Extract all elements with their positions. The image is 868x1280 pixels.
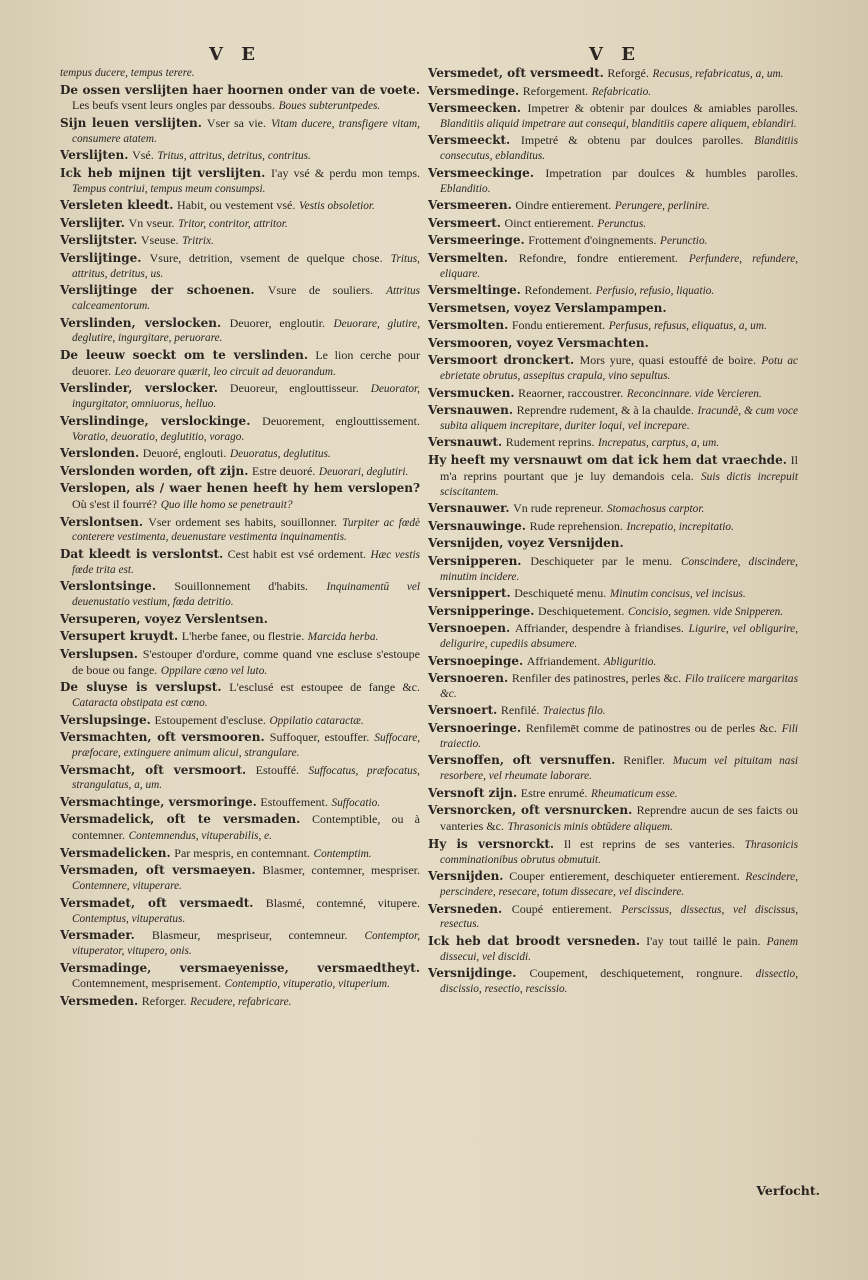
headword: Versnoffen, oft versnuffen. <box>428 753 616 768</box>
headword: Verslinder, verslocker. <box>60 381 218 396</box>
headword: Versnoeren. <box>428 671 509 686</box>
latin-gloss: Perscissus, dissectus, vel discissus, resectus. <box>440 903 799 931</box>
latin-gloss: Deuorare, glutire, deglutire, ingurgitare, peruorare. <box>72 317 421 345</box>
latin-gloss: Thrasonicis minis obtūdere aliquem. <box>507 821 673 834</box>
dictionary-entry <box>428 283 798 299</box>
dictionary-entry <box>60 446 420 462</box>
headword: Verslonden worden, oft zijn. <box>60 463 249 478</box>
headword: Versnoepen. <box>428 621 511 636</box>
headword: De ossen verslijten haer hoornen onder van de voete. <box>60 82 420 97</box>
dictionary-entry <box>60 515 420 546</box>
dictionary-entry <box>60 283 420 314</box>
dictionary-entry <box>60 961 420 993</box>
dictionary-entry <box>428 604 798 620</box>
latin-gloss: Tempus contriui, tempus meum consumpsi. <box>72 182 266 195</box>
latin-gloss: Fili traiectio. <box>440 722 799 750</box>
dictionary-entry <box>60 896 420 927</box>
dictionary-entry <box>428 198 798 214</box>
dictionary-entry <box>60 846 420 862</box>
french-gloss: Affriandement. <box>526 653 601 668</box>
headword: Versmetsen, voyez Verslampampen. <box>428 300 667 315</box>
french-gloss: Deschiquetement. <box>538 603 625 618</box>
headword: Versmachten, oft versmooren. <box>60 730 265 745</box>
latin-gloss: Perfusio, refusio, liquatio. <box>595 285 715 298</box>
dictionary-entry <box>60 647 420 679</box>
latin-gloss: Conscindere, discindere, minutim incidere. <box>440 555 799 583</box>
dictionary-entry <box>60 166 420 197</box>
latin-gloss: Increpatus, carptus, a, um. <box>598 437 720 450</box>
headword: Versnorcken, oft versnurcken. <box>428 803 633 818</box>
headword: Verslonden. <box>60 446 140 461</box>
latin-gloss: Tritus, attritus, detritus, contritus. <box>157 150 311 163</box>
page-header-right: V E <box>589 44 641 65</box>
dictionary-entry <box>60 713 420 729</box>
headword: Versupert kruydt. <box>60 629 179 644</box>
dictionary-entry <box>428 837 798 868</box>
headword: Versnippert. <box>428 586 511 601</box>
latin-gloss: Recudere, refabricare. <box>190 995 292 1008</box>
french-gloss: Vser sa vie. <box>206 115 267 130</box>
dictionary-entry <box>60 464 420 480</box>
latin-gloss: Contemptim. <box>313 847 372 860</box>
french-gloss: Couper entierement, deschiqueter entierement. <box>509 869 740 884</box>
french-gloss: Reforgé. <box>607 66 649 80</box>
french-gloss: Deuorement, englouttissement. <box>262 413 420 428</box>
headword: De sluyse is verslupst. <box>60 680 222 695</box>
latin-gloss: Deuoratus, deglutitus. <box>229 448 331 461</box>
french-gloss: Le lion cerche pour deuorer. <box>72 347 420 378</box>
french-gloss: Deuorer, engloutir. <box>229 315 325 330</box>
french-gloss: Souillonnement d'habits. <box>174 579 309 594</box>
latin-gloss: Oppilare cœno vel luto. <box>160 664 268 677</box>
french-gloss: S'estouper d'ordure, comme quand vne escluse s'estoupe de boue ou fange. <box>72 646 420 677</box>
latin-gloss: Iracundè, & cum voce subita aliquem increpitare, duriter loqui, vel increpare. <box>440 405 798 432</box>
latin-gloss: Turpiter ac fœdè conterere vestimenta, deuenustare vestimenta inquinamentis. <box>72 516 421 544</box>
headword: Versmader. <box>60 928 135 943</box>
latin-gloss: Stomachosus carptor. <box>607 503 705 516</box>
dictionary-entry <box>60 579 420 610</box>
latin-gloss: Suffocatio. <box>331 796 381 809</box>
latin-gloss: Increpatio, increpitatio. <box>626 520 734 533</box>
latin-gloss: Leo deuorare quærit, leo circuit ad deuorandum. <box>114 365 336 378</box>
french-gloss: Blasmé, contemné, vitupere. <box>265 895 421 910</box>
latin-gloss: Mucum vel pituitam nasi resorbere, vel rheumate laborare. <box>440 755 798 783</box>
french-gloss: Renfiler des patinostres, perles &c. <box>511 671 682 686</box>
french-gloss: Estouffement. <box>260 794 328 809</box>
french-gloss: Il est reprins de ses vanteries. <box>563 836 736 851</box>
french-gloss: Renfilé. <box>500 703 540 718</box>
headword: Versnipperen. <box>428 553 522 568</box>
latin-gloss: Quo ille homo se penetrauit? <box>160 499 293 512</box>
french-gloss: Estre deuoré. <box>252 463 316 478</box>
headword: Verslinden, verslocken. <box>60 315 222 330</box>
dictionary-entry <box>428 84 798 100</box>
french-gloss: Contemptible, ou à contemner. <box>72 812 421 843</box>
dictionary-entry <box>60 316 420 347</box>
dictionary-entry <box>60 251 420 282</box>
french-gloss: Deschiqueter par le menu. <box>530 553 673 568</box>
french-gloss: Suffoquer, estouffer. <box>269 730 370 745</box>
french-gloss: Reforger. <box>141 993 187 1008</box>
french-gloss: Reprendre rudement, & à la chaulde. <box>516 403 694 418</box>
headword: Versnijdinge. <box>428 966 517 981</box>
dictionary-entry <box>428 318 798 334</box>
latin-gloss: Vitam ducere, transfigere vitam, consumere atatem. <box>72 117 421 145</box>
headword: Versnijden. <box>428 869 504 884</box>
dictionary-entry <box>428 216 798 232</box>
headword: Versnoft zijn. <box>428 785 518 800</box>
headword: Versmachtinge, versmoringe. <box>60 794 257 809</box>
french-gloss: Estre enrumé. <box>520 785 588 800</box>
headword: Versmeecken. <box>428 101 522 115</box>
latin-gloss: Contemnere, vituperare. <box>72 880 182 893</box>
dictionary-entry <box>428 786 798 802</box>
dictionary-entry <box>428 133 798 164</box>
catchword: Verfocht. <box>756 1183 820 1198</box>
french-gloss: I'ay vsé & perdu mon temps. <box>271 165 421 180</box>
french-gloss: Impetration par doulces & humbles parolles. <box>545 165 798 180</box>
headword: Versmolten. <box>428 318 509 333</box>
dictionary-entry <box>428 166 798 197</box>
right-column <box>428 66 798 999</box>
latin-gloss: Tritor, contritor, attritor. <box>178 217 288 230</box>
latin-gloss: Rheumaticum esse. <box>590 787 678 800</box>
french-gloss: Estouffé. <box>255 762 300 777</box>
latin-gloss: Ligurire, vel obligurire, deligurire, cupediis absumere. <box>440 623 799 651</box>
french-gloss: Par mespris, en contemnant. <box>174 845 310 860</box>
french-gloss: Blasmeur, mespriseur, contemneur. <box>151 928 348 943</box>
french-gloss: Vn rude repreneur. <box>513 501 604 516</box>
headword: Dat kleedt is verslontst. <box>60 546 224 561</box>
latin-gloss: Filo traiicere margaritas &c. <box>440 673 798 700</box>
dictionary-entry <box>60 863 420 894</box>
french-gloss: Cest habit est vsé ordement. <box>227 546 367 561</box>
dictionary-entry <box>428 554 798 585</box>
latin-gloss: Vestis obsoletior. <box>298 200 375 213</box>
french-gloss: Coupement, deschiquetement, rongnure. <box>529 966 743 981</box>
french-gloss: Il m'a reprins pourtant que je luy demandois cela. <box>440 452 798 483</box>
dictionary-entry <box>428 536 798 552</box>
dictionary-entry <box>428 66 798 82</box>
dictionary-entry <box>428 403 798 434</box>
latin-gloss: Traiectus filo. <box>542 705 606 718</box>
latin-gloss: Perfusus, refusus, eliquatus, a, um. <box>608 320 767 333</box>
latin-gloss: Reconcinnare. vide Vercieren. <box>626 387 762 400</box>
headword: Hy is versnorckt. <box>428 836 555 851</box>
dictionary-entry <box>60 763 420 794</box>
headword: Versmeert. <box>428 215 501 230</box>
latin-gloss: Contemptus, vituperatus. <box>72 912 186 925</box>
headword: Versnauwen. <box>428 403 514 418</box>
dictionary-entry <box>60 629 420 645</box>
french-gloss: Où s'est il fourré? <box>72 497 158 512</box>
page-header-left: V E <box>209 44 261 65</box>
dictionary-entry <box>60 381 420 412</box>
headword: Verslijtinge der schoenen. <box>60 283 255 298</box>
latin-gloss: Panem dissecui, vel discidi. <box>440 935 799 963</box>
latin-gloss: Perfundere, refundere, eliquare. <box>440 252 799 280</box>
french-gloss: L'herbe fanee, ou flestrie. <box>181 629 305 644</box>
dictionary-entry <box>428 586 798 602</box>
headword: Verslupsinge. <box>60 712 151 727</box>
french-gloss: Blasmer, contemner, mespriser. <box>262 863 420 878</box>
headword: Versmadinge, versmaeyenisse, versmaedtheyt. <box>60 960 420 975</box>
dictionary-entry <box>60 612 420 628</box>
dictionary-entry <box>428 934 798 965</box>
headword: Versneden. <box>428 901 503 916</box>
french-gloss: Deuoreur, englouttisseur. <box>229 381 359 396</box>
french-gloss: Mors yure, quasi estouffé de boire. <box>579 353 756 368</box>
headword: Versleten kleedt. <box>60 198 174 213</box>
french-gloss: Oinct entierement. <box>504 215 594 230</box>
french-gloss: Vsure, detrition, vsement de quelque chose. <box>149 250 383 265</box>
headword: Verslijtster. <box>60 233 138 248</box>
dictionary-entry <box>60 680 420 711</box>
dictionary-entry <box>428 803 798 835</box>
dictionary-entry <box>60 216 420 232</box>
headword: Versmadet, oft versmaedt. <box>60 895 254 910</box>
french-gloss: Renfilemēt comme de patinostres ou de perles &c. <box>525 720 777 735</box>
french-gloss: Vseuse. <box>140 233 179 248</box>
headword: Versmeeren. <box>428 198 512 213</box>
dictionary-entry <box>428 721 798 752</box>
headword: Verslontsen. <box>60 514 144 529</box>
french-gloss: Vser ordement ses habits, souillonner. <box>148 514 338 529</box>
french-gloss: Affriander, despendre à friandises. <box>514 621 684 636</box>
dictionary-entry <box>60 730 420 761</box>
headword: Versnoert. <box>428 703 498 718</box>
french-gloss: Impetré & obtenu par doulces parolles. <box>520 133 744 148</box>
headword: Versnipperinge. <box>428 603 535 618</box>
french-gloss: Deschiqueté menu. <box>514 586 607 601</box>
latin-gloss: Attritus calceamentorum. <box>72 285 421 313</box>
headword: Versnoeringe. <box>428 720 522 735</box>
dictionary-entry <box>60 148 420 164</box>
latin-gloss: Contemptor, vituperator, vitupero, onis. <box>72 930 421 958</box>
dictionary-entry <box>60 547 420 578</box>
french-gloss: Habit, ou vestement vsé. <box>177 198 296 213</box>
headword: Ick heb mijnen tijt verslijten. <box>60 165 266 180</box>
french-gloss: Reforgement. <box>522 83 589 98</box>
latin-gloss: Eblanditio. <box>440 182 491 195</box>
headword: Versmooren, voyez Versmachten. <box>428 335 649 350</box>
headword: Versmucken. <box>428 385 515 400</box>
headword: Versmelten. <box>428 250 508 265</box>
headword: Verslopen, als / waer henen heeft hy hem verslopen? <box>60 481 420 496</box>
headword: Versmacht, oft versmoort. <box>60 762 247 777</box>
headword: Verslijter. <box>60 215 125 230</box>
dictionary-entry <box>60 994 420 1010</box>
latin-gloss: Tritrix. <box>182 235 214 248</box>
latin-gloss: Deuorari, deglutiri. <box>318 465 409 478</box>
latin-gloss: Contemptio, vituperatio, vituperium. <box>224 978 390 991</box>
dictionary-entry <box>428 353 798 384</box>
french-gloss: Impetrer & obtenir par doulces & amiables parolles. <box>527 101 798 115</box>
latin-gloss: Deuorator, ingurgitator, omniuorus, helluo. <box>72 383 421 411</box>
latin-gloss: Tritus, attritus, detritus, us. <box>72 252 420 280</box>
dictionary-entry <box>428 435 798 451</box>
dictionary-entry <box>60 348 420 380</box>
dictionary-entry <box>428 453 798 500</box>
latin-gloss: Blanditiis consecutus, eblanditus. <box>440 135 799 163</box>
headword: Verslijten. <box>60 148 129 163</box>
dictionary-entry <box>60 481 420 513</box>
headword: Ick heb dat broodt versneden. <box>428 933 641 948</box>
headword: Versmeltinge. <box>428 283 521 298</box>
dictionary-entry <box>60 928 420 959</box>
latin-gloss: Hæc vestis fœde trita est. <box>72 548 420 576</box>
dictionary-entry <box>428 233 798 249</box>
french-gloss: Les beufs vsent leurs ongles par dessoubs. <box>72 98 275 113</box>
headword: Versmoort dronckert. <box>428 353 575 368</box>
dictionary-entry <box>60 795 420 811</box>
headword: Versmeeckinge. <box>428 165 534 180</box>
french-gloss: Deuoré, englouti. <box>142 446 227 461</box>
headword: Verslijtinge. <box>60 250 142 265</box>
headword: Verslontsinge. <box>60 579 156 594</box>
dictionary-entry <box>60 198 420 214</box>
dictionary-entry <box>60 116 420 147</box>
headword: Versmedinge. <box>428 83 520 98</box>
headword: Versnauwer. <box>428 501 510 516</box>
dictionary-entry <box>60 414 420 445</box>
latin-gloss: dissectio, discissio, resectio, rescissio. <box>440 968 799 996</box>
dictionary-entry <box>428 251 798 282</box>
latin-gloss: Suffocatus, præfocatus, strangulatus, a, um. <box>72 764 420 792</box>
dictionary-entry <box>60 812 420 844</box>
latin-gloss: Marcida herba. <box>307 631 379 644</box>
latin-gloss: Suis dictis increpuit sciscitantem. <box>440 470 798 498</box>
headword: Sijn leuen verslijten. <box>60 115 202 130</box>
latin-gloss: Perunctus. <box>597 217 647 230</box>
dictionary-entry <box>428 519 798 535</box>
latin-gloss: Recusus, refabricatus, a, um. <box>652 68 784 80</box>
headword: Versnauwt. <box>428 435 503 450</box>
french-gloss: Rudement reprins. <box>505 435 595 450</box>
headword: Versmeeringe. <box>428 233 525 248</box>
headword: Verslupsen. <box>60 646 138 661</box>
french-gloss: Renifler. <box>623 753 665 768</box>
dictionary-entry <box>428 654 798 670</box>
dictionary-entry <box>428 902 798 933</box>
french-gloss: Vsé. <box>132 148 154 163</box>
french-gloss: Contemnement, mesprisement. <box>72 976 221 991</box>
french-gloss: Vn vseur. <box>128 215 175 230</box>
headword: Versmeden. <box>60 993 139 1008</box>
french-gloss: Reaorner, raccoustrer. <box>518 385 624 400</box>
headword: Versmeeckt. <box>428 133 511 148</box>
headword: Versuperen, voyez Verslentsen. <box>60 611 268 626</box>
french-gloss: Oindre entierement. <box>515 198 612 213</box>
dictionary-entry <box>428 966 798 997</box>
latin-gloss: Abliguritio. <box>603 655 657 668</box>
latin-gloss: Contemnendus, vituperabilis, e. <box>128 830 272 843</box>
french-gloss: Rude reprehension. <box>529 518 623 533</box>
dictionary-entry <box>428 386 798 402</box>
latin-gloss: Rescindere, perscindere, resecare, totum dissecare, vel discindere. <box>440 871 799 898</box>
latin-gloss: Concisio, segmen. vide Snipperen. <box>627 605 784 618</box>
french-gloss: Frottement d'oingnements. <box>528 233 657 248</box>
headword: Hy heeft my versnauwt om dat ick hem dat vraechde. <box>428 452 787 467</box>
french-gloss: Fondu entierement. <box>511 318 606 333</box>
headword: Versmadelick, oft te versmaden. <box>60 812 301 827</box>
dictionary-entry <box>428 753 798 784</box>
dictionary-entry <box>428 703 798 719</box>
latin-gloss: Refabricatio. <box>591 85 652 98</box>
headword: Versnauwinge. <box>428 518 526 533</box>
latin-gloss: Boues subteruntpedes. <box>278 100 381 113</box>
french-gloss: Refondre, fondre entierement. <box>518 250 678 265</box>
latin-gloss: Oppilatio cataractæ. <box>269 714 364 727</box>
dictionary-entry <box>428 101 798 132</box>
french-gloss: I'ay tout taillé le pain. <box>646 933 761 948</box>
headword: Versnijden, voyez Versnijden. <box>428 536 624 551</box>
latin-gloss: Potu ac ebrietate obrutus, assepitus crapula, vino sepultus. <box>440 355 799 383</box>
dictionary-entry <box>60 83 420 115</box>
latin-gloss: tempus ducere, tempus terere. <box>60 67 195 79</box>
french-gloss: Vsure de souliers. <box>267 283 374 298</box>
latin-gloss: Cataracta obstipata est cœno. <box>72 697 208 710</box>
headword: Versmaden, oft versmaeyen. <box>60 863 256 878</box>
latin-gloss: Perungere, perlinire. <box>614 200 710 213</box>
dictionary-entry <box>428 869 798 900</box>
latin-gloss: Perunctio. <box>660 235 708 248</box>
dictionary-entry <box>60 66 420 81</box>
latin-gloss: Voratio, deuoratio, deglutitio, vorago. <box>72 430 245 443</box>
dictionary-entry <box>428 621 798 652</box>
latin-gloss: Suffocare, præfocare, extinguere animum alicui, strangulare. <box>72 732 421 759</box>
latin-gloss: Thrasonicis comminationibus obrutus obmutuit. <box>440 838 799 866</box>
french-gloss: Refondement. <box>524 283 593 298</box>
dictionary-entry <box>428 501 798 517</box>
headword: Versmadelicken. <box>60 845 171 860</box>
dictionary-entry <box>428 301 798 317</box>
latin-gloss: Minutim concisus, vel incisus. <box>609 588 746 601</box>
dictionary-entry <box>60 233 420 249</box>
headword: Verslindinge, verslockinge. <box>60 413 251 428</box>
headword: Versmedet, oft versmeedt. <box>428 66 604 80</box>
headword: Versnoepinge. <box>428 653 524 668</box>
headword: De leeuw soeckt om te verslinden. <box>60 347 309 362</box>
french-gloss: Coupé entierement. <box>511 901 612 916</box>
latin-gloss: Inquinamentū vel deuenustatio vestium, fœda detritio. <box>72 581 421 609</box>
latin-gloss: Blanditiis aliquid impetrare aut consequi, blanditiis capere aliquem, eblandiri. <box>440 117 797 130</box>
french-gloss: L'esclusé est estoupee de fange &c. <box>229 680 421 695</box>
french-gloss: Reprendre aucun de ses faicts ou vanteries &c. <box>440 803 799 834</box>
left-column <box>60 66 420 1011</box>
dictionary-entry <box>428 336 798 352</box>
french-gloss: Estoupement d'escluse. <box>154 712 266 727</box>
dictionary-entry <box>428 671 798 702</box>
